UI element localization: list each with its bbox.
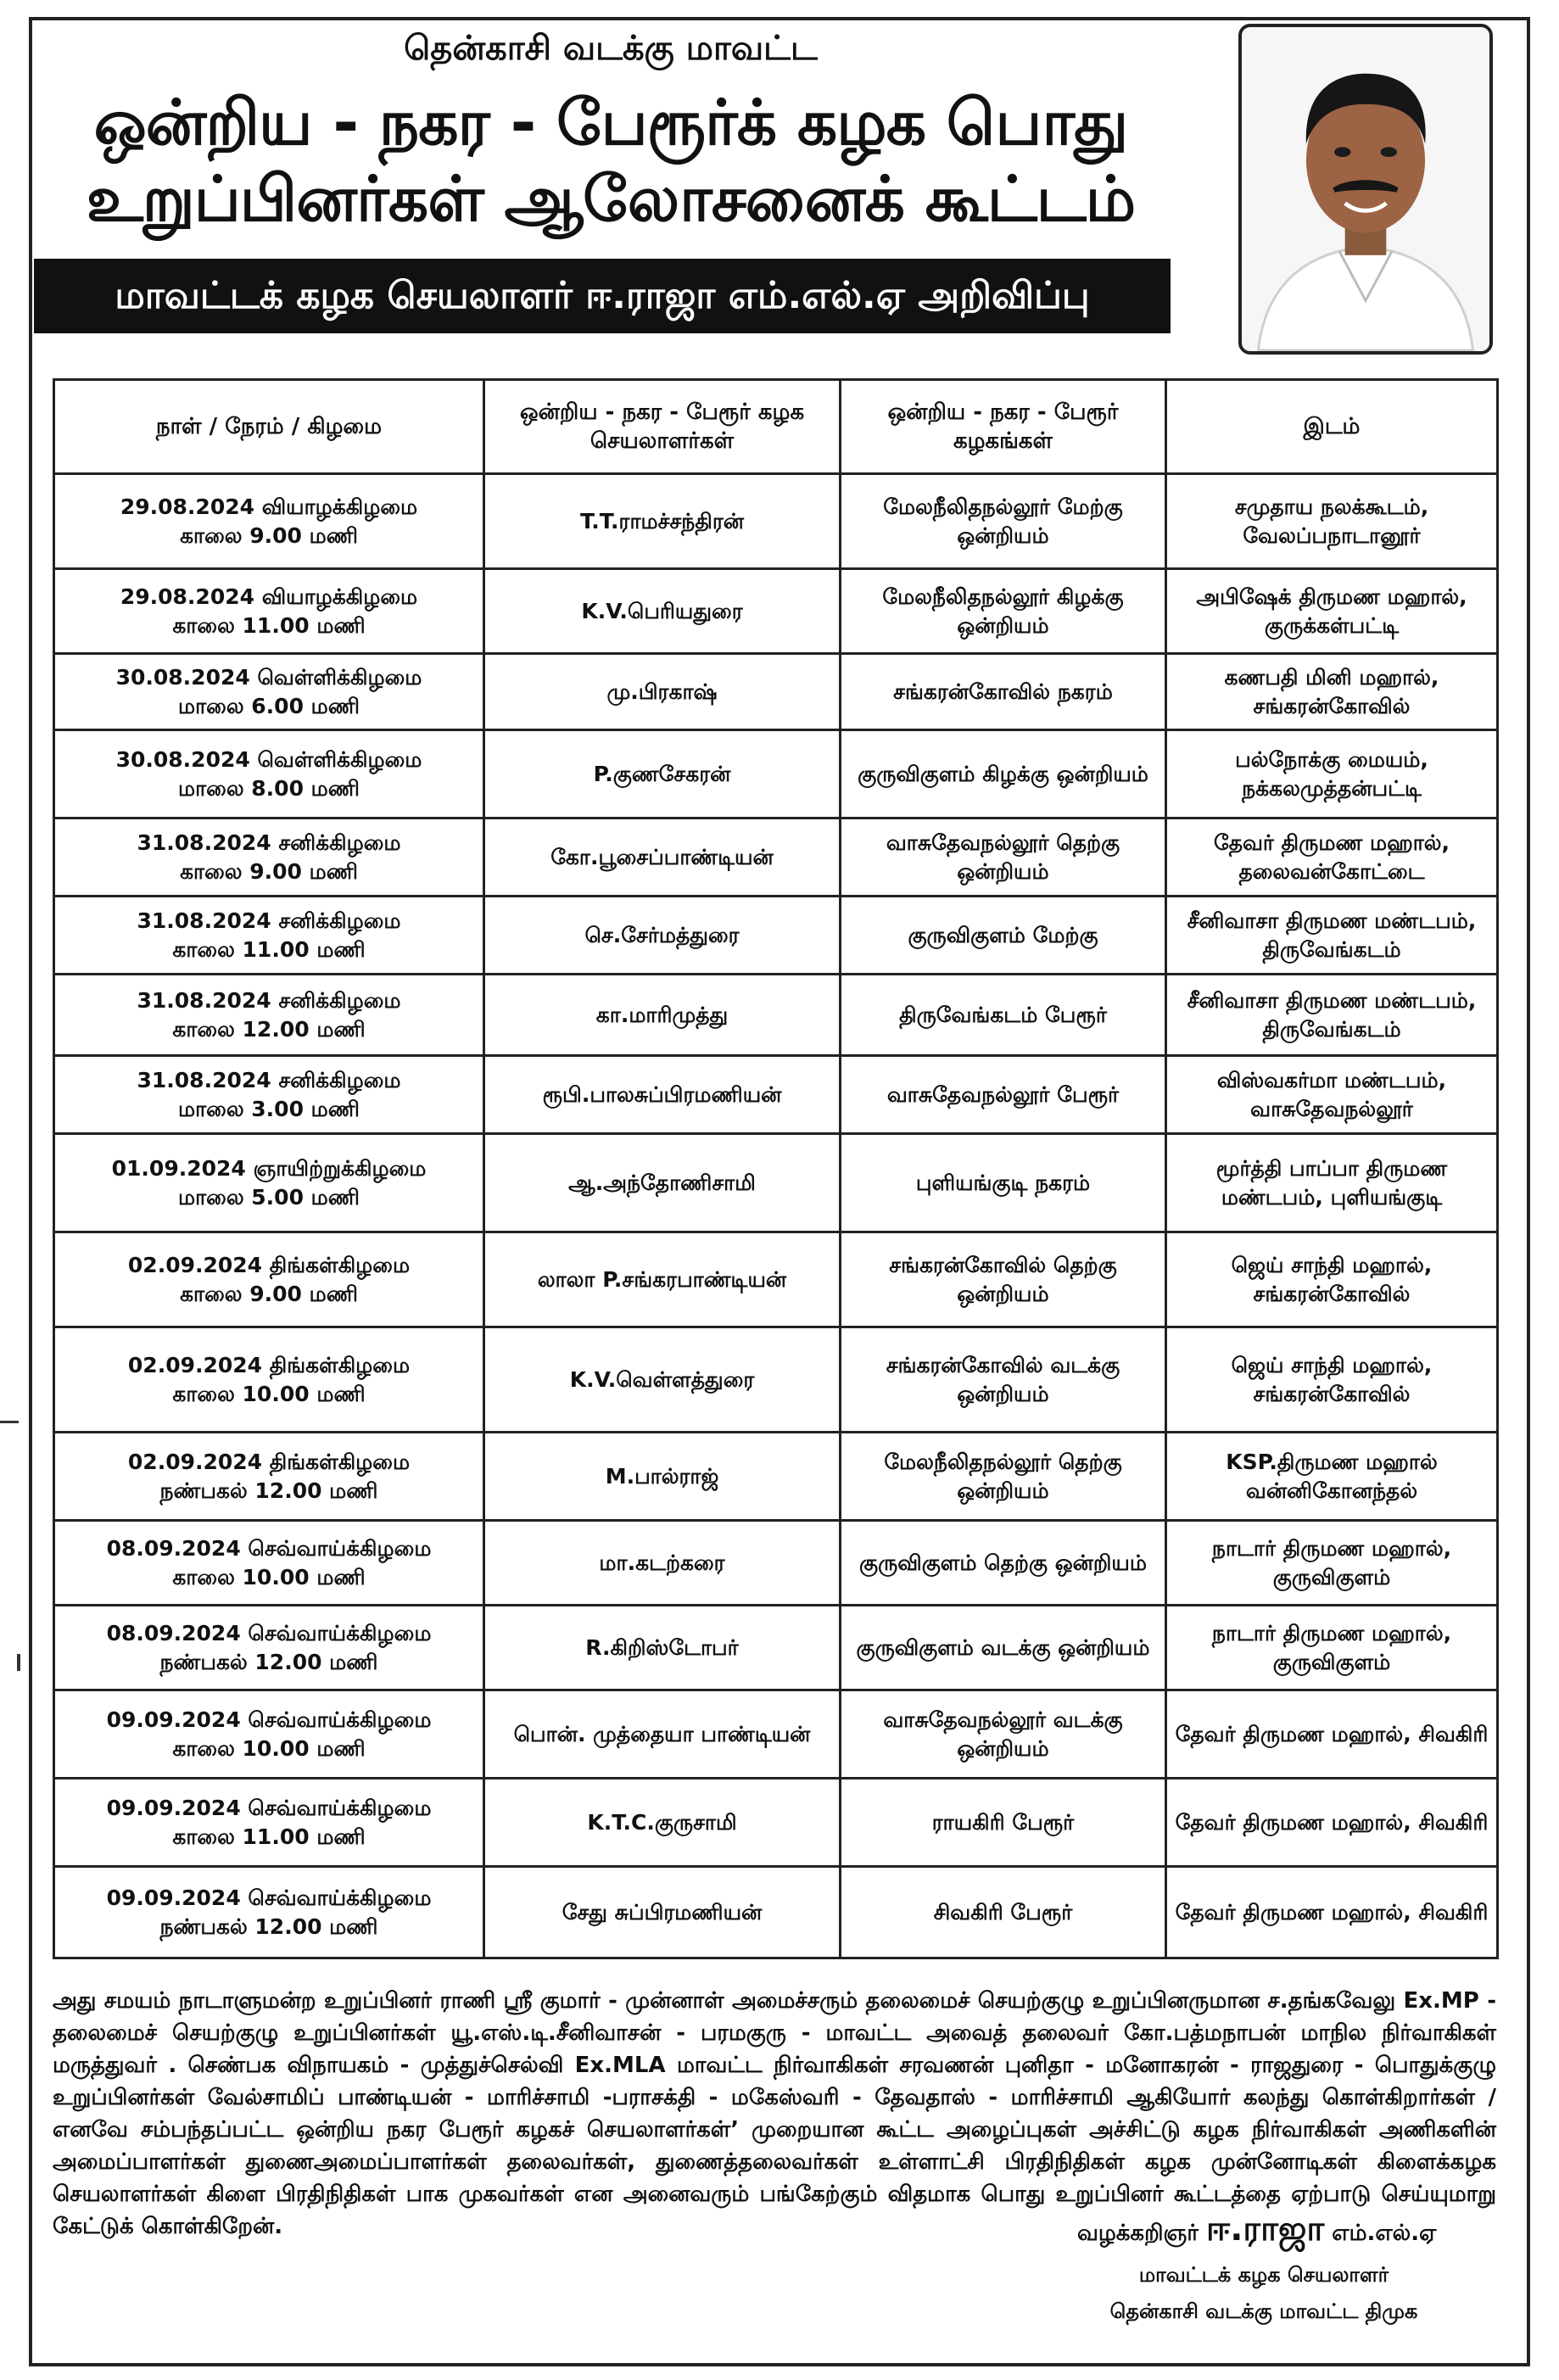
table-header-row	[54, 380, 1498, 474]
table-row	[54, 1690, 1498, 1779]
cell-venue: விஸ்வகர்மா மண்டபம், வாசுதேவநல்லூர்	[1166, 1056, 1498, 1134]
signature-role: மாவட்டக் கழக செயலாளர்	[1138, 2263, 1389, 2287]
table-row	[54, 1606, 1498, 1690]
cell-date-time	[54, 654, 484, 730]
cell-secretary: K.V.பெரியதுரை	[484, 569, 841, 654]
cell-secretary: K.T.C.குருசாமி	[484, 1779, 841, 1867]
meeting-date: 02.09.2024 திங்கள்கிழமை	[127, 1252, 411, 1277]
cell-venue: தேவர் திருமண மஹால், சிவகிரி	[1166, 1867, 1498, 1958]
cell-venue: கணபதி மினி மஹால், சங்கரன்கோவில்	[1166, 654, 1498, 730]
header-date: நாள் / நேரம் / கிழமை	[54, 380, 484, 474]
cell-venue: ஜெய் சாந்தி மஹால், சங்கரன்கோவில்	[1166, 1327, 1498, 1433]
meeting-date: 02.09.2024 திங்கள்கிழமை	[127, 1449, 411, 1474]
cell-unit: சங்கரன்கோவில் வடக்கு ஒன்றியம்	[841, 1327, 1166, 1433]
table-row	[54, 1433, 1498, 1521]
announcement-banner: மாவட்டக் கழக செயலாளர் ஈ.ராஜா எம்.எல்.ஏ அறிவிப்பு	[34, 259, 1171, 333]
cell-unit: திருவேங்கடம் பேரூர்	[841, 975, 1166, 1056]
meeting-date: 31.08.2024 சனிக்கிழமை	[137, 987, 401, 1013]
meeting-time: நண்பகல் 12.00 மணி	[159, 1478, 378, 1503]
cell-venue: பல்நோக்கு மையம், நக்கலமுத்தன்பட்டி	[1166, 730, 1498, 818]
cell-date-time	[54, 569, 484, 654]
meeting-time: மாலை 8.00 மணி	[178, 775, 360, 801]
cell-unit: வாசுதேவநல்லூர் தெற்கு ஒன்றியம்	[841, 818, 1166, 897]
meeting-date: 09.09.2024 செவ்வாய்க்கிழமை	[106, 1885, 432, 1910]
cell-venue: ஜெய் சாந்தி மஹால், சங்கரன்கோவில்	[1166, 1232, 1498, 1327]
cell-secretary: P.குணசேகரன்	[484, 730, 841, 818]
edge-mark	[17, 1654, 20, 1671]
table-row	[54, 569, 1498, 654]
signature-org: தென்காசி வடக்கு மாவட்ட திமுக	[1109, 2299, 1418, 2323]
cell-date-time	[54, 1521, 484, 1606]
meeting-time: நண்பகல் 12.00 மணி	[159, 1913, 378, 1939]
cell-secretary: லாலா P.சங்கரபாண்டியன்	[484, 1232, 841, 1327]
cell-date-time	[54, 1867, 484, 1958]
header-unit: ஒன்றிய - நகர - பேரூர் கழகங்கள்	[841, 380, 1166, 474]
meeting-date: 29.08.2024 வியாழக்கிழமை	[120, 494, 418, 519]
cell-date-time	[54, 1056, 484, 1134]
signature-name-line	[1077, 2210, 1518, 2253]
meeting-time: மாலை 5.00 மணி	[178, 1184, 360, 1210]
meeting-time: காலை 9.00 மணி	[180, 858, 358, 884]
cell-unit: சிவகிரி பேரூர்	[841, 1867, 1166, 1958]
signature-suffix: எம்.எல்.ஏ	[1332, 2221, 1437, 2246]
cell-date-time	[54, 975, 484, 1056]
meeting-date: 31.08.2024 சனிக்கிழமை	[137, 1067, 401, 1092]
cell-secretary: கா.மாரிமுத்து	[484, 975, 841, 1056]
cell-secretary: செ.சேர்மத்துரை	[484, 897, 841, 975]
table-row	[54, 897, 1498, 975]
table-row	[54, 730, 1498, 818]
notice-paragraph: அது சமயம் நாடாளுமன்ற உறுப்பினர் ராணி ஸ்ரீ குமார் - முன்னாள் அமைச்சரும் தலைமைச் செயற்குழு உறுப்பினருமான ச.தங்கவேலு Ex.MP - தலைமைச் செயற்குழு உறுப்பினர்கள் யூ.எஸ்.டி.சீனிவாசன் - பரமகுரு - மாவட்ட அவைத் தலைவர் கோ.பத்மநாபன் மாநில நிர்வாகிகள் மருத்துவர் . செண்பக விநாயகம் - முத்துச்செல்வி Ex.MLA மாவட்ட நிர்வாகிகள் சரவணன் புனிதா - மனோகரன் - ராஜதுரை - பொதுக்குழு உறுப்பினர்கள் வேல்சாமிப் பாண்டியன் - மாரிச்சாமி -பராசக்தி - மகேஸ்வரி - தேவதாஸ் - மாரிச்சாமி ஆகியோர் கலந்து கொள்கிறார்கள் / எனவே சம்பந்தப்பட்ட ஒன்றிய நகர பேரூர் கழகச் செயலாளர்கள்’ முறையான கூட்ட அழைப்புகள் அச்சிட்டு கழக நிர்வாகிகள் அணிகளின் அமைப்பாளர்கள் துணைஅமைப்பாளர்கள் தலைவர்கள், துணைத்தலைவர்கள் உள்ளாட்சி பிரதிநிதிகள் கழக முன்னோடிகள் கிளைக்கழக செயலாளர்கள் கிளை பிரதிநிதிகள் பாக முகவர்கள் என அனைவரும் பங்கேற்கும் விதமாக பொது உறுப்பினர் கூட்டத்தை ஏற்பாடு செய்யுமாறு கேட்டுக் கொள்கிறேன்.	[53, 1988, 1496, 2239]
cell-venue: தேவர் திருமண மஹால், சிவகிரி	[1166, 1690, 1498, 1779]
cell-venue: சீனிவாசா திருமண மண்டபம், திருவேங்கடம்	[1166, 975, 1498, 1056]
cell-date-time	[54, 818, 484, 897]
table-row	[54, 1779, 1498, 1867]
meeting-date: 09.09.2024 செவ்வாய்க்கிழமை	[106, 1707, 432, 1732]
cell-unit: குருவிகுளம் கிழக்கு ஒன்றியம்	[841, 730, 1166, 818]
meeting-time: காலை 11.00 மணி	[172, 612, 366, 638]
cell-secretary: ரூபி.பாலசுப்பிரமணியன்	[484, 1056, 841, 1134]
table-row	[54, 818, 1498, 897]
meeting-time: காலை 11.00 மணி	[172, 936, 366, 962]
cell-date-time	[54, 1134, 484, 1232]
cell-venue: தேவர் திருமண மஹால், சிவகிரி	[1166, 1779, 1498, 1867]
table-row	[54, 1232, 1498, 1327]
header-venue: இடம்	[1166, 380, 1498, 474]
cell-secretary: M.பால்ராஜ்	[484, 1433, 841, 1521]
page-title	[34, 85, 1187, 237]
cell-secretary: மா.கடற்கரை	[484, 1521, 841, 1606]
meeting-date: 30.08.2024 வெள்ளிக்கிழமை	[115, 664, 422, 690]
cell-date-time	[54, 474, 484, 569]
header-secretary: ஒன்றிய - நகர - பேரூர் கழக செயலாளர்கள்	[484, 380, 841, 474]
meeting-time: காலை 10.00 மணி	[172, 1735, 366, 1761]
meeting-time: காலை 12.00 மணி	[172, 1016, 366, 1042]
cell-venue: சீனிவாசா திருமண மண்டபம், திருவேங்கடம்	[1166, 897, 1498, 975]
cell-unit: மேலநீலிதநல்லூர் தெற்கு ஒன்றியம்	[841, 1433, 1166, 1521]
cell-date-time	[54, 1433, 484, 1521]
cell-venue: KSP.திருமண மஹால் வன்னிகோனந்தல்	[1166, 1433, 1498, 1521]
cell-secretary: கோ.பூசைப்பாண்டியன்	[484, 818, 841, 897]
table-row	[54, 474, 1498, 569]
meeting-date: 31.08.2024 சனிக்கிழமை	[137, 830, 401, 855]
cell-venue: நாடார் திருமண மஹால், குருவிகுளம்	[1166, 1521, 1498, 1606]
cell-unit: புளியங்குடி நகரம்	[841, 1134, 1166, 1232]
cell-unit: சங்கரன்கோவில் தெற்கு ஒன்றியம்	[841, 1232, 1166, 1327]
schedule-rows	[54, 474, 1498, 1958]
signature-name: ஈ.ராஜா	[1206, 2210, 1325, 2249]
cell-venue: சமுதாய நலக்கூடம், வேலப்பநாடானூர்	[1166, 474, 1498, 569]
meeting-time: நண்பகல் 12.00 மணி	[159, 1649, 378, 1674]
edge-mark	[0, 1421, 19, 1423]
table-row	[54, 654, 1498, 730]
meeting-time: காலை 11.00 மணி	[172, 1824, 366, 1849]
signature-block	[1077, 2210, 1518, 2326]
cell-date-time	[54, 1232, 484, 1327]
cell-secretary: T.T.ராமச்சந்திரன்	[484, 474, 841, 569]
cell-date-time	[54, 1606, 484, 1690]
cell-date-time	[54, 1779, 484, 1867]
schedule-table	[53, 378, 1499, 1959]
table-row	[54, 1867, 1498, 1958]
cell-secretary: மு.பிரகாஷ்	[484, 654, 841, 730]
cell-venue: அபிஷேக் திருமண மஹால், குருக்கள்பட்டி	[1166, 569, 1498, 654]
portrait-photo	[1238, 24, 1493, 355]
cell-unit: மேலநீலிதநல்லூர் மேற்கு ஒன்றியம்	[841, 474, 1166, 569]
meeting-date: 31.08.2024 சனிக்கிழமை	[137, 908, 401, 933]
meeting-date: 01.09.2024 ஞாயிற்றுக்கிழமை	[111, 1155, 427, 1181]
title-line-2: உறுப்பினர்கள் ஆலோசனைக் கூட்டம்	[86, 163, 1136, 236]
cell-secretary: பொன். முத்தையா பாண்டியன்	[484, 1690, 841, 1779]
cell-unit: மேலநீலிதநல்லூர் கிழக்கு ஒன்றியம்	[841, 569, 1166, 654]
meeting-time: மாலை 6.00 மணி	[178, 693, 360, 718]
cell-date-time	[54, 1690, 484, 1779]
table-row	[54, 975, 1498, 1056]
cell-unit: குருவிகுளம் வடக்கு ஒன்றியம்	[841, 1606, 1166, 1690]
cell-unit: குருவிகுளம் மேற்கு	[841, 897, 1166, 975]
meeting-date: 02.09.2024 திங்கள்கிழமை	[127, 1352, 411, 1377]
meeting-date: 09.09.2024 செவ்வாய்க்கிழமை	[106, 1795, 432, 1820]
table-row	[54, 1134, 1498, 1232]
cell-secretary: ஆ.அந்தோணிசாமி	[484, 1134, 841, 1232]
portrait-illustration	[1242, 27, 1489, 351]
cell-date-time	[54, 897, 484, 975]
table-row	[54, 1521, 1498, 1606]
cell-venue: மூர்த்தி பாப்பா திருமண மண்டபம், புளியங்குடி	[1166, 1134, 1498, 1232]
meeting-time: காலை 9.00 மணி	[180, 1281, 358, 1306]
meeting-date: 29.08.2024 வியாழக்கிழமை	[120, 584, 418, 609]
meeting-time: காலை 10.00 மணி	[172, 1381, 366, 1406]
table-row	[54, 1056, 1498, 1134]
meeting-date: 08.09.2024 செவ்வாய்க்கிழமை	[106, 1620, 432, 1645]
meeting-time: காலை 9.00 மணி	[180, 522, 358, 548]
table-row	[54, 1327, 1498, 1433]
cell-date-time	[54, 1327, 484, 1433]
cell-venue: நாடார் திருமண மஹால், குருவிகுளம்	[1166, 1606, 1498, 1690]
district-heading: தென்காசி வடக்கு மாவட்ட	[404, 29, 818, 68]
cell-secretary: K.V.வெள்ளத்துரை	[484, 1327, 841, 1433]
title-line-1: ஒன்றிய - நகர - பேரூர்க் கழக பொது	[93, 87, 1128, 159]
meeting-time: மாலை 3.00 மணி	[178, 1096, 360, 1121]
cell-secretary: R.கிறிஸ்டோபர்	[484, 1606, 841, 1690]
meeting-date: 30.08.2024 வெள்ளிக்கிழமை	[115, 746, 422, 772]
cell-date-time	[54, 730, 484, 818]
cell-unit: வாசுதேவநல்லூர் பேரூர்	[841, 1056, 1166, 1134]
cell-unit: குருவிகுளம் தெற்கு ஒன்றியம்	[841, 1521, 1166, 1606]
meeting-time: காலை 10.00 மணி	[172, 1564, 366, 1589]
meeting-date: 08.09.2024 செவ்வாய்க்கிழமை	[106, 1535, 432, 1561]
cell-venue: தேவர் திருமண மஹால், தலைவன்கோட்டை	[1166, 818, 1498, 897]
cell-unit: சங்கரன்கோவில் நகரம்	[841, 654, 1166, 730]
cell-unit: வாசுதேவநல்லூர் வடக்கு ஒன்றியம்	[841, 1690, 1166, 1779]
signature-prefix: வழக்கறிஞர்	[1077, 2221, 1199, 2246]
cell-secretary: சேது சுப்பிரமணியன்	[484, 1867, 841, 1958]
cell-unit: ராயகிரி பேரூர்	[841, 1779, 1166, 1867]
